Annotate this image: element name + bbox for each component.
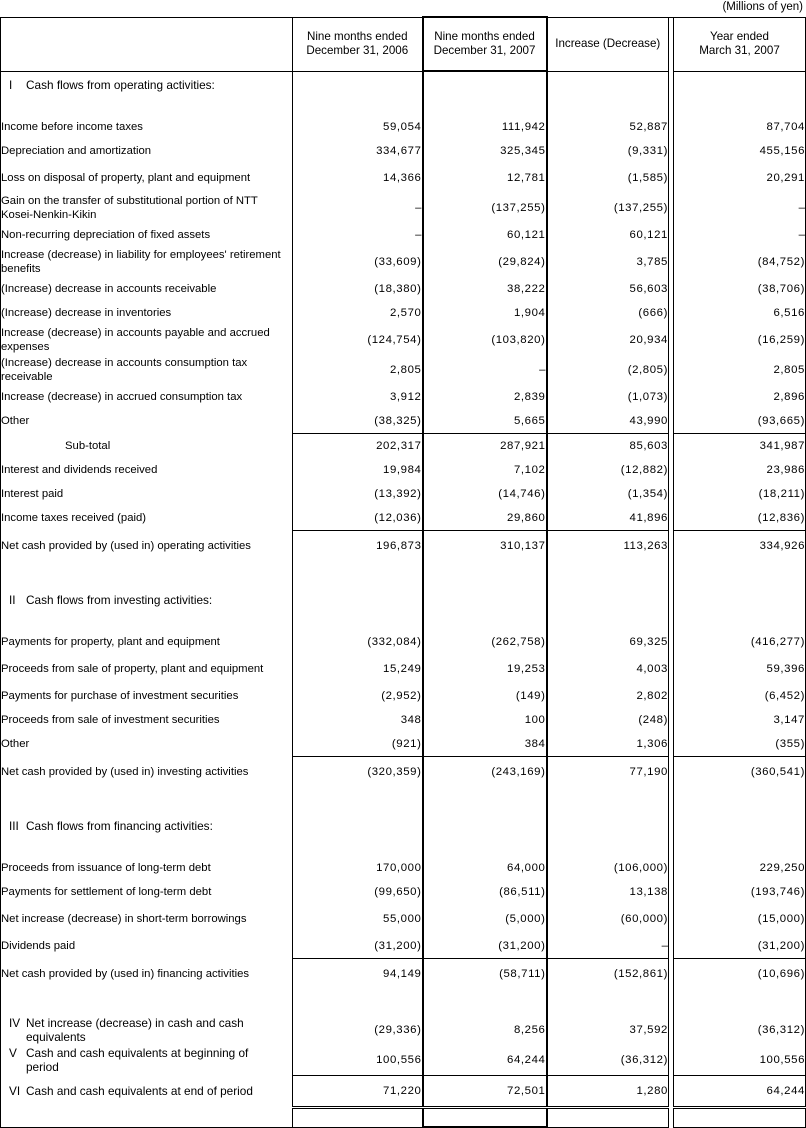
spacer-row <box>1 577 806 587</box>
cell-value <box>423 803 547 813</box>
spacer <box>1 787 293 803</box>
cell-value: (18,380) <box>293 277 423 301</box>
cell-value: (38,706) <box>674 277 806 301</box>
cell-value: 2,805 <box>674 355 806 385</box>
cell-value: 60,121 <box>423 223 547 247</box>
data-row <box>1 934 806 959</box>
cell-value: – <box>293 193 423 223</box>
cell-value: – <box>547 934 669 959</box>
cell-value: – <box>423 355 547 385</box>
data-row <box>1 325 806 355</box>
spacer <box>1 803 293 813</box>
cell-value: (16,259) <box>674 325 806 355</box>
cell-value: (137,255) <box>547 193 669 223</box>
cell-value <box>674 71 806 99</box>
column-header-line2: December 31, 2006 <box>306 44 409 57</box>
data-row <box>1 458 806 482</box>
row-label: Payments for property, plant and equipment <box>1 630 293 654</box>
cell-value <box>547 1005 669 1015</box>
cell-value: (243,169) <box>423 757 547 788</box>
row-label-text: Cash and cash equivalents at end of period <box>26 1084 253 1099</box>
spacer <box>1 577 293 587</box>
cell-value: (12,836) <box>674 506 806 531</box>
row-label-text: Cash flows from financing activities: <box>26 819 213 834</box>
column-header-nine_2006 <box>293 17 423 71</box>
row-label: Net cash provided by (used in) investing activities <box>1 757 293 788</box>
cell-value: 55,000 <box>293 904 423 934</box>
cell-value: 85,603 <box>547 434 669 459</box>
cell-value: 334,677 <box>293 139 423 163</box>
cell-value: 2,805 <box>293 355 423 385</box>
cell-value: (152,861) <box>547 959 669 990</box>
cell-value <box>674 1005 806 1015</box>
cell-value <box>293 787 423 803</box>
cell-value: – <box>674 193 806 223</box>
row-label <box>1 1045 293 1076</box>
cell-value: 56,603 <box>547 277 669 301</box>
cell-value: (124,754) <box>293 325 423 355</box>
cell-value <box>547 587 669 614</box>
cell-value <box>547 840 669 856</box>
data-row <box>1 223 806 247</box>
cell-value <box>293 561 423 577</box>
cell-value: (31,200) <box>674 934 806 959</box>
cell-value: (9,331) <box>547 139 669 163</box>
row-label: (Increase) decrease in accounts receivable <box>1 277 293 301</box>
cell-value <box>674 787 806 803</box>
row-label-text: Cash flows from investing activities: <box>26 593 213 608</box>
cell-value: (86,511) <box>423 880 547 904</box>
cell-value: (18,211) <box>674 482 806 506</box>
row-label: Increase (decrease) in accounts payable and accrued expenses <box>1 325 293 355</box>
cell-value <box>423 813 547 840</box>
cell-value: 41,896 <box>547 506 669 531</box>
spacer-row <box>1 561 806 577</box>
cell-value <box>423 840 547 856</box>
row-label: Increase (decrease) in accrued consumption tax <box>1 385 293 409</box>
row-label-text: Net increase (decrease) in cash and cash equivalents <box>26 1015 244 1044</box>
cash-flow-table <box>0 16 806 1128</box>
data-row <box>1 757 806 788</box>
cell-value: (921) <box>293 732 423 757</box>
footer-blank-cell <box>293 1108 423 1128</box>
cell-value: 5,665 <box>423 409 547 434</box>
data-row <box>1 654 806 684</box>
data-row <box>1 630 806 654</box>
data-row <box>1 1045 806 1076</box>
cell-value: (36,312) <box>674 1015 806 1045</box>
row-label-text: Cash flows from operating activities: <box>26 78 215 92</box>
cell-value: (2,805) <box>547 355 669 385</box>
cell-value: (360,541) <box>674 757 806 788</box>
cell-value: 2,802 <box>547 684 669 708</box>
cell-value: 2,896 <box>674 385 806 409</box>
cell-value: 334,926 <box>674 531 806 562</box>
cell-value: (31,200) <box>293 934 423 959</box>
spacer-row <box>1 989 806 1005</box>
cell-value: (248) <box>547 708 669 732</box>
data-row <box>1 355 806 385</box>
cell-value: (416,277) <box>674 630 806 654</box>
cell-value: 77,190 <box>547 757 669 788</box>
data-row <box>1 506 806 531</box>
spacer-row <box>1 787 806 803</box>
table-footer-row <box>1 1108 806 1128</box>
cell-value <box>293 840 423 856</box>
spacer <box>1 840 293 856</box>
cell-value <box>293 1005 423 1015</box>
data-row <box>1 1076 806 1108</box>
cell-value: 3,147 <box>674 708 806 732</box>
cell-value <box>674 587 806 614</box>
section-numeral: IV <box>9 1015 21 1030</box>
cell-value: 19,984 <box>293 458 423 482</box>
data-row <box>1 732 806 757</box>
cell-value: 94,149 <box>293 959 423 990</box>
section-numeral: II <box>9 593 16 608</box>
section-title <box>1 71 293 99</box>
cell-value: (38,325) <box>293 409 423 434</box>
row-label: Other <box>1 409 293 434</box>
cell-value: 3,912 <box>293 385 423 409</box>
row-label <box>1 1076 293 1108</box>
cell-value: (15,000) <box>674 904 806 934</box>
cell-value <box>674 813 806 840</box>
data-row <box>1 904 806 934</box>
cell-value: (60,000) <box>547 904 669 934</box>
cell-value: (33,609) <box>293 247 423 277</box>
data-row <box>1 277 806 301</box>
spacer <box>1 99 293 115</box>
cell-value: 111,942 <box>423 115 547 139</box>
row-label: Non-recurring depreciation of fixed assets <box>1 223 293 247</box>
section-numeral: I <box>9 78 13 92</box>
cell-value: 1,280 <box>547 1076 669 1108</box>
cell-value: 12,781 <box>423 163 547 193</box>
units-caption: (Millions of yen) <box>722 1 803 13</box>
cell-value: 196,873 <box>293 531 423 562</box>
cell-value: 29,860 <box>423 506 547 531</box>
cell-value <box>674 99 806 115</box>
cell-value: 455,156 <box>674 139 806 163</box>
cell-value <box>547 614 669 630</box>
section-numeral: VI <box>9 1084 21 1099</box>
cell-value: 100 <box>423 708 547 732</box>
cell-value: (1,073) <box>547 385 669 409</box>
cell-value <box>674 989 806 1005</box>
header-blank-corner <box>1 17 293 71</box>
cell-value: 60,121 <box>547 223 669 247</box>
data-row <box>1 139 806 163</box>
row-label: Income before income taxes <box>1 115 293 139</box>
row-label: Other <box>1 732 293 757</box>
section-title <box>1 813 293 840</box>
cell-value <box>547 787 669 803</box>
data-row <box>1 1015 806 1045</box>
data-row <box>1 531 806 562</box>
cell-value: – <box>293 223 423 247</box>
cell-value <box>547 71 669 99</box>
row-label: Net cash provided by (used in) operating activities <box>1 531 293 562</box>
cell-value: (6,452) <box>674 684 806 708</box>
row-label: Proceeds from sale of investment securities <box>1 708 293 732</box>
cell-value: (320,359) <box>293 757 423 788</box>
column-header-line2: December 31, 2007 <box>433 44 536 57</box>
cell-value: (84,752) <box>674 247 806 277</box>
column-header-line2: March 31, 2007 <box>699 44 780 57</box>
cell-value: 59,054 <box>293 115 423 139</box>
cell-value: 64,244 <box>674 1076 806 1108</box>
data-row <box>1 482 806 506</box>
data-row <box>1 301 806 325</box>
cell-value: (2,952) <box>293 684 423 708</box>
spacer <box>1 989 293 1005</box>
cell-value <box>293 614 423 630</box>
cell-value: 14,366 <box>293 163 423 193</box>
row-label: Payments for purchase of investment securities <box>1 684 293 708</box>
cell-value: 202,317 <box>293 434 423 459</box>
cell-value <box>423 577 547 587</box>
table-header-row <box>1 17 806 71</box>
section-numeral: V <box>9 1045 17 1060</box>
row-label: (Increase) decrease in inventories <box>1 301 293 325</box>
cell-value: (93,665) <box>674 409 806 434</box>
cell-value: (262,758) <box>423 630 547 654</box>
footer-blank-cell <box>423 1108 547 1128</box>
row-label: Dividends paid <box>1 934 293 959</box>
cell-value: 71,220 <box>293 1076 423 1108</box>
cell-value: 64,000 <box>423 856 547 880</box>
cell-value <box>674 803 806 813</box>
cell-value: 4,003 <box>547 654 669 684</box>
cell-value: 38,222 <box>423 277 547 301</box>
cell-value: 59,396 <box>674 654 806 684</box>
cell-value <box>423 99 547 115</box>
cell-value: 1,904 <box>423 301 547 325</box>
cell-value <box>423 561 547 577</box>
row-label <box>1 1015 293 1045</box>
row-label: Payments for settlement of long-term debt <box>1 880 293 904</box>
cell-value: 1,306 <box>547 732 669 757</box>
footer-blank-cell <box>547 1108 669 1128</box>
column-header-line1: Year ended <box>710 29 769 43</box>
cell-value: (137,255) <box>423 193 547 223</box>
cell-value: 69,325 <box>547 630 669 654</box>
cell-value <box>423 587 547 614</box>
cell-value: 384 <box>423 732 547 757</box>
cell-value <box>293 71 423 99</box>
cell-value <box>423 787 547 803</box>
cell-value <box>293 577 423 587</box>
row-label: Gain on the transfer of substitutional portion of NTT Kosei-Nenkin-Kikin <box>1 193 293 223</box>
cell-value: (36,312) <box>547 1045 669 1076</box>
row-label: Sub-total <box>1 434 293 459</box>
spacer-row <box>1 614 806 630</box>
cell-value: 7,102 <box>423 458 547 482</box>
cell-value: (332,084) <box>293 630 423 654</box>
row-label: Net increase (decrease) in short-term borrowings <box>1 904 293 934</box>
cell-value: 15,249 <box>293 654 423 684</box>
row-label: Proceeds from issuance of long-term debt <box>1 856 293 880</box>
data-row <box>1 247 806 277</box>
cell-value: (106,000) <box>547 856 669 880</box>
cell-value <box>547 813 669 840</box>
data-row <box>1 193 806 223</box>
cell-value: (10,696) <box>674 959 806 990</box>
section-header-row <box>1 587 806 614</box>
cell-value <box>423 71 547 99</box>
cell-value: (103,820) <box>423 325 547 355</box>
cell-value: (149) <box>423 684 547 708</box>
column-header-increase <box>547 17 669 71</box>
cell-value: 20,934 <box>547 325 669 355</box>
cell-value <box>547 803 669 813</box>
cell-value: (29,336) <box>293 1015 423 1045</box>
row-label: Income taxes received (paid) <box>1 506 293 531</box>
spacer-row <box>1 99 806 115</box>
row-label: Interest and dividends received <box>1 458 293 482</box>
column-header-line1: Increase (Decrease) <box>555 36 661 50</box>
footer-blank <box>1 1108 293 1128</box>
cell-value: (31,200) <box>423 934 547 959</box>
cell-value <box>423 989 547 1005</box>
data-row <box>1 856 806 880</box>
cell-value <box>547 99 669 115</box>
cell-value: (58,711) <box>423 959 547 990</box>
data-row <box>1 684 806 708</box>
cell-value: 2,839 <box>423 385 547 409</box>
row-label: Net cash provided by (used in) financing activities <box>1 959 293 990</box>
row-label: Increase (decrease) in liability for employees' retirement benefits <box>1 247 293 277</box>
cell-value: (193,746) <box>674 880 806 904</box>
column-header-nine_2007 <box>423 17 547 71</box>
cell-value: 20,291 <box>674 163 806 193</box>
spacer <box>1 614 293 630</box>
cell-value: 8,256 <box>423 1015 547 1045</box>
cell-value <box>674 614 806 630</box>
cell-value: 6,516 <box>674 301 806 325</box>
data-row <box>1 385 806 409</box>
cell-value: (355) <box>674 732 806 757</box>
cell-value: 341,987 <box>674 434 806 459</box>
section-numeral: III <box>9 819 19 834</box>
cell-value: 2,570 <box>293 301 423 325</box>
cell-value: 287,921 <box>423 434 547 459</box>
cell-value <box>293 587 423 614</box>
cell-value <box>423 614 547 630</box>
cell-value: 325,345 <box>423 139 547 163</box>
cell-value: 43,990 <box>547 409 669 434</box>
cell-value <box>547 989 669 1005</box>
row-label: Proceeds from sale of property, plant and equipment <box>1 654 293 684</box>
cell-value <box>293 803 423 813</box>
cell-value: 170,000 <box>293 856 423 880</box>
spacer-row <box>1 1005 806 1015</box>
footer-blank-cell <box>674 1108 806 1128</box>
cell-value: 100,556 <box>293 1045 423 1076</box>
cell-value: 23,986 <box>674 458 806 482</box>
cell-value: (14,746) <box>423 482 547 506</box>
column-header-line1: Nine months ended <box>434 29 535 43</box>
cell-value: 100,556 <box>674 1045 806 1076</box>
cell-value <box>547 577 669 587</box>
section-header-row <box>1 71 806 99</box>
cell-value: (13,392) <box>293 482 423 506</box>
data-row <box>1 880 806 904</box>
cell-value: (666) <box>547 301 669 325</box>
data-row <box>1 708 806 732</box>
section-title <box>1 587 293 614</box>
cell-value: 52,887 <box>547 115 669 139</box>
cell-value <box>674 840 806 856</box>
spacer-row <box>1 803 806 813</box>
cell-value: 13,138 <box>547 880 669 904</box>
section-header-row <box>1 813 806 840</box>
cash-flow-table-body <box>1 17 806 1127</box>
cell-value <box>674 561 806 577</box>
spacer-row <box>1 840 806 856</box>
data-row <box>1 434 806 459</box>
cell-value: 72,501 <box>423 1076 547 1108</box>
cell-value: (12,882) <box>547 458 669 482</box>
row-label: (Increase) decrease in accounts consumption tax receivable <box>1 355 293 385</box>
column-header-line1: Nine months ended <box>306 29 408 43</box>
cell-value: 229,250 <box>674 856 806 880</box>
cell-value: 37,592 <box>547 1015 669 1045</box>
spacer <box>1 561 293 577</box>
cell-value: 310,137 <box>423 531 547 562</box>
row-label-text: Cash and cash equivalents at beginning of period <box>26 1045 249 1075</box>
data-row <box>1 115 806 139</box>
cell-value: 348 <box>293 708 423 732</box>
cell-value: 87,704 <box>674 115 806 139</box>
cell-value: (1,585) <box>547 163 669 193</box>
row-label: Depreciation and amortization <box>1 139 293 163</box>
row-label: Loss on disposal of property, plant and equipment <box>1 163 293 193</box>
spacer <box>1 1005 293 1015</box>
cell-value: 3,785 <box>547 247 669 277</box>
cell-value: (5,000) <box>423 904 547 934</box>
row-label: Interest paid <box>1 482 293 506</box>
cell-value <box>547 561 669 577</box>
cell-value: 64,244 <box>423 1045 547 1076</box>
cell-value: (1,354) <box>547 482 669 506</box>
cell-value: 19,253 <box>423 654 547 684</box>
data-row <box>1 163 806 193</box>
cell-value: (99,650) <box>293 880 423 904</box>
cell-value <box>674 577 806 587</box>
cell-value <box>423 1005 547 1015</box>
cell-value: (29,824) <box>423 247 547 277</box>
column-header-year_2007 <box>674 17 806 71</box>
cell-value: – <box>674 223 806 247</box>
cell-value <box>293 989 423 1005</box>
cell-value: (12,036) <box>293 506 423 531</box>
data-row <box>1 959 806 990</box>
data-row <box>1 409 806 434</box>
cell-value: 113,263 <box>547 531 669 562</box>
cell-value <box>293 813 423 840</box>
cell-value <box>293 99 423 115</box>
